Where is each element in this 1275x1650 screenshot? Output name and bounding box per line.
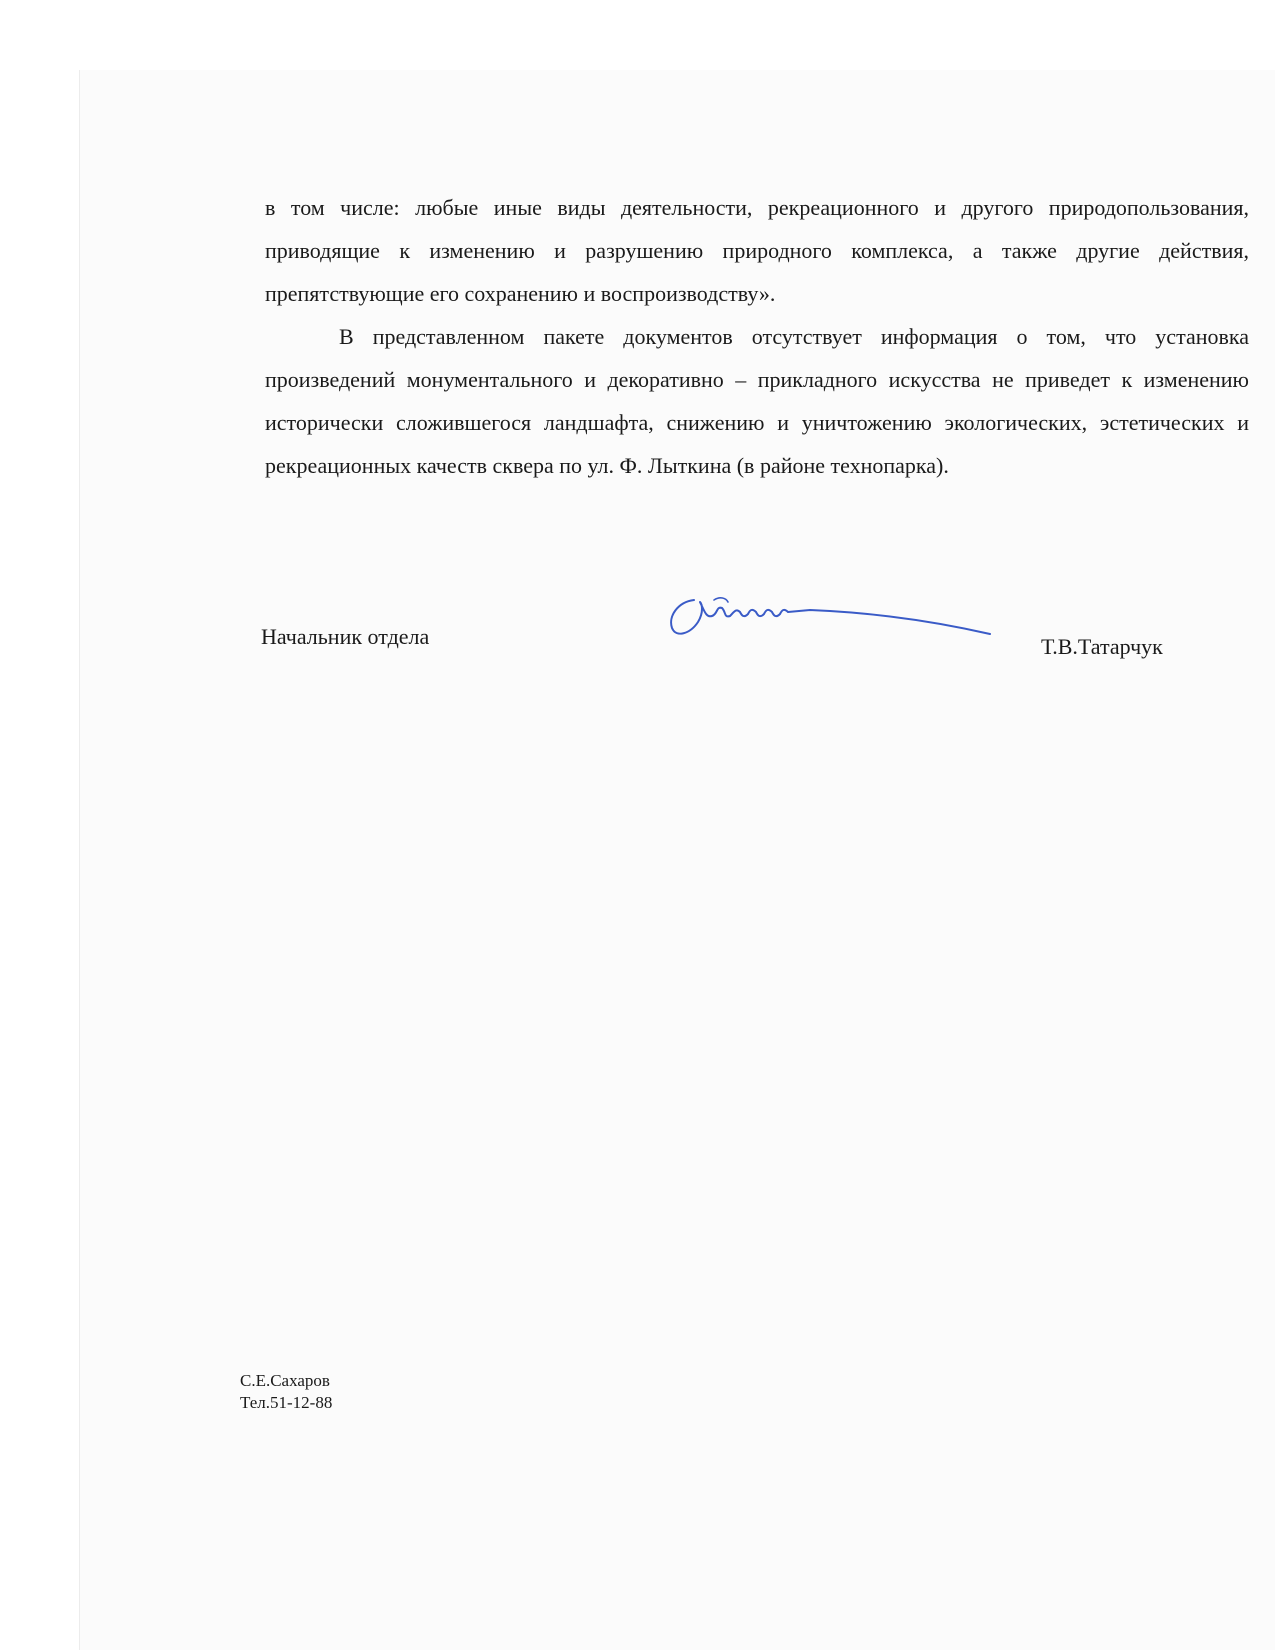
paragraph-continuation: в том числе: любые иные виды деятельности, рекреационного и другого природопользования, приводящие к изменению и разрушению природного комплекса, а также другие действия, препятствующие его сохранению и воспроизводству». bbox=[265, 195, 1249, 306]
scan-edge bbox=[79, 70, 80, 1650]
handwritten-signature bbox=[660, 590, 995, 670]
document-body bbox=[265, 186, 1249, 487]
signatory-position: Начальник отдела bbox=[261, 624, 430, 649]
contact-name: С.Е.Сахаров bbox=[240, 1371, 330, 1390]
paragraph-main: В представленном пакете документов отсутствует информация о том, что установка произведений монументального и декоративно – прикладного искусства не приведет к изменению исторически сложившегося ландшафта, снижению и уничтожению экологических, эстетических и рекреационных качеств сквера по ул. Ф. Лыткина (в районе технопарка). bbox=[265, 324, 1249, 478]
signatory-name: Т.В.Татарчук bbox=[1041, 634, 1163, 659]
contact-block bbox=[240, 1370, 332, 1414]
contact-phone: Тел.51-12-88 bbox=[240, 1393, 333, 1412]
